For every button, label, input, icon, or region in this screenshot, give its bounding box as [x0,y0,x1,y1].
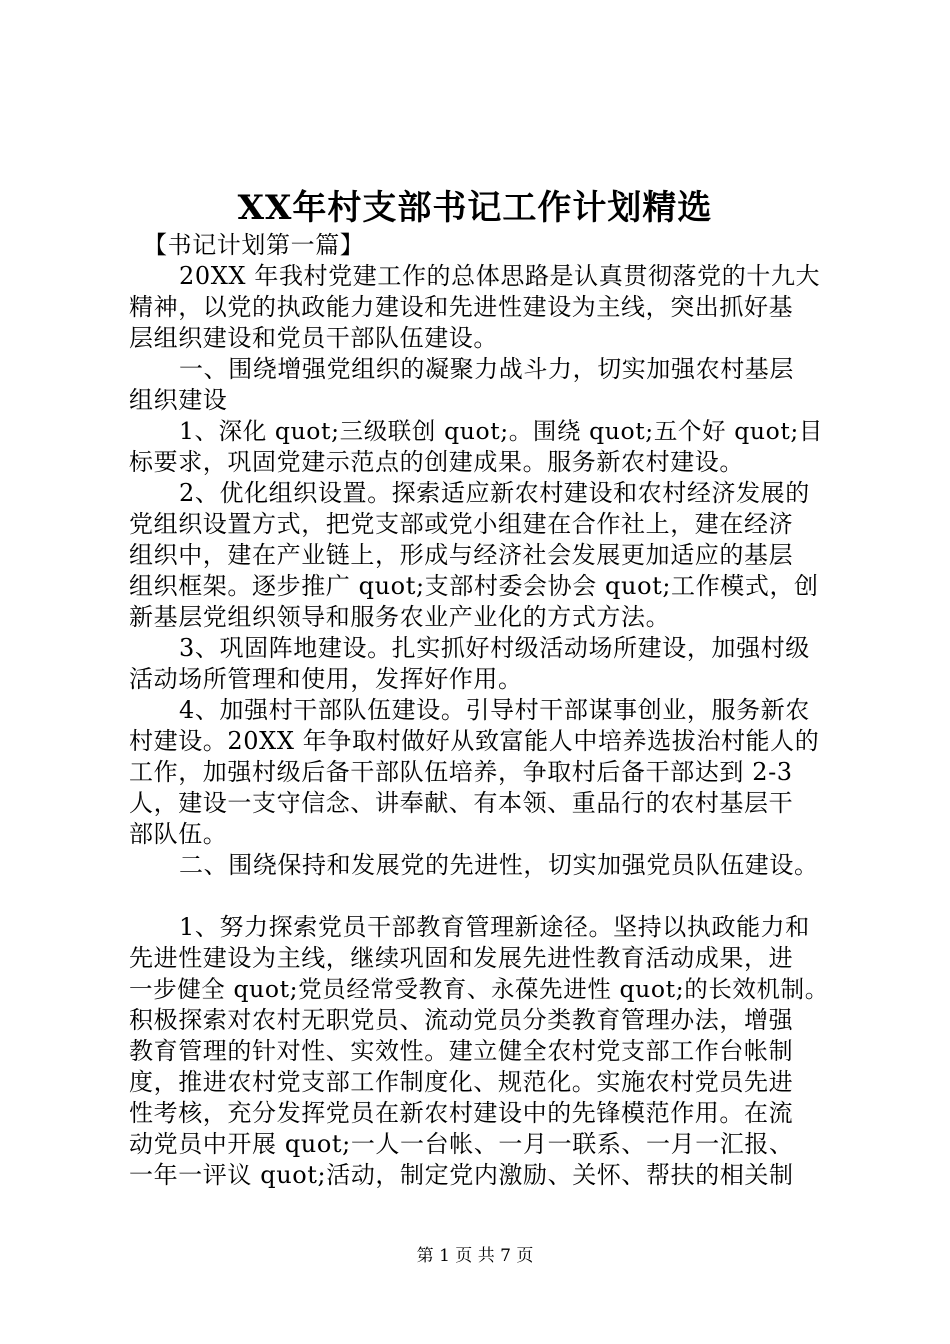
text-line: 活动场所管理和使用，发挥好作用。 [129,665,523,693]
text-line: 标要求，巩固党建示范点的创建成果。服务新农村建设。 [129,448,744,476]
text-line: 层组织建设和党员干部队伍建设。 [129,324,498,352]
text-line: 一、围绕增强党组织的凝聚力战斗力，切实加强农村基层 [179,355,794,383]
text-line: 二、围绕保持和发展党的先进性，切实加强党员队伍建设。 [179,851,819,879]
text-line [129,881,835,912]
page-footer: 第 1 页 共 7 页 [416,1246,534,1266]
text-line: 工作，加强村级后备干部队伍培养，争取村后备干部达到 2-3 [129,758,793,786]
text-line: 动党员中开展 quot;一人一台帐、一月一联系、一月一汇报、 [129,1130,794,1158]
text-line: 【书记计划第一篇】 [143,231,365,259]
text-line: 积极探索对农村无职党员、流动党员分类教育管理办法，增强 [129,1006,794,1034]
document-title: XX年村支部书记工作计划精选 [237,188,713,228]
text-line: 组织中，建在产业链上，形成与经济社会发展更加适应的基层 [129,541,794,569]
text-line: 度，推进农村党支部工作制度化、规范化。实施农村党员先进 [129,1068,794,1096]
text-line: 部队伍。 [129,820,228,848]
text-line: 2、优化组织设置。探索适应新农村建设和农村经济发展的 [179,479,810,507]
text-line: 20XX 年我村党建工作的总体思路是认真贯彻落党的十九大 [179,262,821,290]
text-line: 一年一评议 quot;活动，制定党内激励、关怀、帮扶的相关制 [129,1161,794,1189]
text-line: 一步健全 quot;党员经常受教育、永葆先进性 quot;的长效机制。 [129,975,829,1003]
text-line: 精神，以党的执政能力建设和先进性建设为主线，突出抓好基 [129,293,794,321]
text-line: 1、深化 quot;三级联创 quot;。围绕 quot;五个好 quot;目 [179,417,823,445]
text-line: 性考核，充分发挥党员在新农村建设中的先锋模范作用。在流 [129,1099,794,1127]
text-line: 先进性建设为主线，继续巩固和发展先进性教育活动成果，进 [129,944,794,972]
text-line: 3、巩固阵地建设。扎实抓好村级活动场所建设，加强村级 [179,634,810,662]
text-line: 组织建设 [129,386,228,414]
text-line: 4、加强村干部队伍建设。引导村干部谋事创业，服务新农 [179,696,810,724]
document-body [129,230,835,1191]
text-line: 村建设。20XX 年争取村做好从致富能人中培养选拔治村能人的 [129,727,820,755]
text-line: 组织框架。逐步推广 quot;支部村委会协会 quot;工作模式，创 [129,572,819,600]
text-line: 教育管理的针对性、实效性。建立健全农村党支部工作台帐制 [129,1037,794,1065]
text-line: 新基层党组织领导和服务农业产业化的方式方法。 [129,603,671,631]
text-line: 人，建设一支守信念、讲奉献、有本领、重品行的农村基层干 [129,789,794,817]
text-line: 1、努力探索党员干部教育管理新途径。坚持以执政能力和 [179,913,810,941]
text-line: 党组织设置方式，把党支部或党小组建在合作社上，建在经济 [129,510,794,538]
